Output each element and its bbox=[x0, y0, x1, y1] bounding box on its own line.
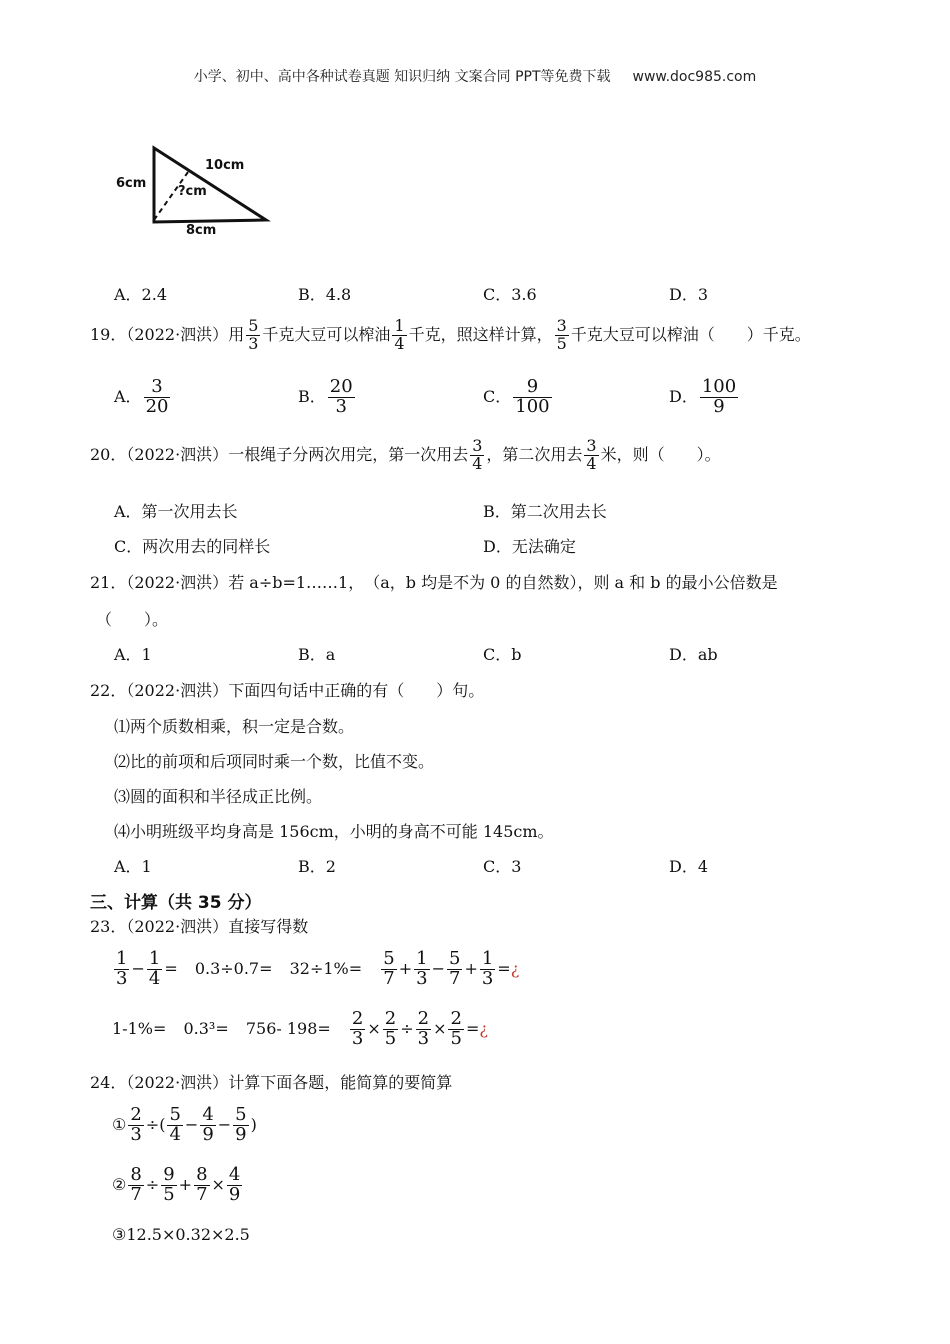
q22-item-4: ⑷小明班级平均身高是 156cm，小明的身高不可能 145cm。 bbox=[114, 822, 554, 841]
q20-fraction-2: $\frac{3}{4}$ bbox=[586, 436, 597, 473]
q23-expr-5: 1-1%= bbox=[112, 1018, 167, 1038]
label-left-side: 6cm bbox=[116, 176, 147, 191]
q23-expr-6: 0.3³= bbox=[183, 1018, 229, 1038]
q18-option-c[interactable]: C．3.6 bbox=[483, 285, 537, 304]
q19-option-d[interactable]: D． $\frac{100}{9}$ bbox=[669, 376, 737, 417]
q19-text-2: 千克大豆可以榨油 bbox=[262, 324, 391, 344]
q19-option-c[interactable]: C． $\frac{9}{100}$ bbox=[483, 376, 550, 417]
q20-text-3: 米，则（ ）。 bbox=[600, 444, 721, 464]
q24-problem-3 bbox=[112, 1225, 250, 1244]
q23-expr-3: 32÷1%= bbox=[289, 958, 363, 978]
q20-number: 20． bbox=[90, 444, 127, 464]
q20-text-1: 一根绳子分两次用完，第一次用去 bbox=[228, 444, 469, 464]
q19-fraction-2: $\frac{1}{4}$ bbox=[394, 316, 405, 353]
q24-source: （2022·泗洪） bbox=[126, 1073, 229, 1092]
section-title: 三、计算（共 35 分） bbox=[90, 893, 262, 913]
q20-option-b[interactable]: B．第二次用去长 bbox=[483, 502, 607, 521]
q22-source: （2022·泗洪） bbox=[126, 681, 229, 700]
q23-stem bbox=[90, 914, 308, 937]
q22-number: 22． bbox=[90, 681, 127, 700]
q20-option-c[interactable]: C．两次用去的同样长 bbox=[114, 537, 271, 556]
q23-row1-mark: ¿ bbox=[510, 958, 520, 978]
q24-expr-3: 12.5×0.32×2.5 bbox=[126, 1225, 250, 1244]
q21-blank: （ ）。 bbox=[96, 610, 169, 629]
q23-source: （2022·泗洪） bbox=[126, 917, 229, 936]
q22-item-1: ⑴两个质数相乘，积一定是合数。 bbox=[114, 717, 355, 736]
page-header bbox=[0, 66, 950, 86]
q23-row-2: 1-1%= 0.3³= 756- 198= $\frac{2}{3}$ × $\frac{2}{5}$ ÷ $\frac{2}{3}$ × $\frac{2}{5}$ =¿ bbox=[112, 1008, 488, 1049]
q22-option-d[interactable]: D．4 bbox=[669, 857, 709, 876]
q24-stem bbox=[90, 1070, 452, 1093]
q23-text: 直接写得数 bbox=[228, 917, 309, 936]
q19-option-a[interactable]: A． $\frac{3}{20}$ bbox=[114, 376, 169, 417]
q19-number: 19． bbox=[90, 324, 127, 344]
q24-marker-3: ③ bbox=[112, 1225, 127, 1244]
q21-number: 21． bbox=[90, 573, 127, 592]
q24-text: 计算下面各题，能简算的要简算 bbox=[228, 1073, 453, 1092]
q22-stem bbox=[90, 678, 484, 701]
q24-problem-1: ① $\frac{2}{3}$ ÷( $\frac{5}{4}$ − $\frac{4}{9}$ − $\frac{5}{9}$ ) bbox=[112, 1104, 257, 1145]
q18-option-b[interactable]: B．4.8 bbox=[298, 285, 352, 304]
q23-expr-7: 756- 198= bbox=[245, 1018, 331, 1038]
q19-text-1: 用 bbox=[228, 324, 245, 344]
q21-option-b[interactable]: B．a bbox=[298, 645, 336, 664]
q18-option-a[interactable]: A．2.4 bbox=[114, 285, 168, 304]
q20-option-d[interactable]: D．无法确定 bbox=[483, 537, 576, 556]
q21-option-d[interactable]: D．ab bbox=[669, 645, 718, 664]
q23-number: 23． bbox=[90, 917, 127, 936]
q19-fraction-3: $\frac{3}{5}$ bbox=[556, 316, 567, 353]
q23-row-1: $\frac{1}{3}$ − $\frac{1}{4}$ = 0.3÷0.7= 32÷1%= $\frac{5}{7}$ + $\frac{1}{3}$ − $\frac{5}{7}$ + $\frac{1}{3}$ =¿ bbox=[116, 948, 520, 989]
q19-fraction-1: $\frac{5}{3}$ bbox=[248, 316, 259, 353]
q20-stem bbox=[90, 438, 721, 473]
q23-row2-mark: ¿ bbox=[479, 1018, 488, 1038]
q20-text-2: ，第二次用去 bbox=[486, 444, 583, 464]
q24-number: 24． bbox=[90, 1073, 127, 1092]
q20-option-a[interactable]: A．第一次用去长 bbox=[114, 502, 238, 521]
q19-stem bbox=[90, 318, 811, 353]
q22-option-c[interactable]: C．3 bbox=[483, 857, 522, 876]
label-bottom-side: 8cm bbox=[186, 223, 217, 238]
label-height: ?cm bbox=[178, 184, 207, 199]
q22-option-b[interactable]: B．2 bbox=[298, 857, 336, 876]
q19-source: （2022·泗洪） bbox=[126, 324, 229, 344]
q22-item-3: ⑶圆的面积和半径成正比例。 bbox=[114, 787, 323, 806]
header-text: 小学、初中、高中各种试卷真题 知识归纳 文案合同 PPT等免费下载 bbox=[193, 69, 611, 85]
q21-source: （2022·泗洪） bbox=[126, 573, 229, 592]
q23-expr-2: 0.3÷0.7= bbox=[194, 958, 273, 978]
q21-option-a[interactable]: A．1 bbox=[114, 645, 152, 664]
q22-item-2: ⑵比的前项和后项同时乘一个数，比值不变。 bbox=[114, 752, 435, 771]
header-site: www.doc985.com bbox=[632, 69, 757, 85]
q22-option-a[interactable]: A．1 bbox=[114, 857, 152, 876]
q21-option-c[interactable]: C．b bbox=[483, 645, 522, 664]
q18-option-d[interactable]: D．3 bbox=[669, 285, 709, 304]
q19-text-4: 千克大豆可以榨油（ ）千克。 bbox=[570, 324, 811, 344]
q20-source: （2022·泗洪） bbox=[126, 444, 229, 464]
q24-marker-1: ① bbox=[112, 1114, 127, 1134]
label-hypotenuse: 10cm bbox=[205, 158, 245, 173]
q19-option-b[interactable]: B． $\frac{20}{3}$ bbox=[298, 376, 353, 417]
q22-text: 下面四句话中正确的有（ ）句。 bbox=[228, 681, 485, 700]
q21-text-1: 若 a÷b=1……1， （a，b 均是不为 0 的自然数），则 a 和 b 的最小公倍数是 bbox=[228, 573, 778, 592]
q19-text-3: 千克，照这样计算， bbox=[408, 324, 553, 344]
q21-stem bbox=[90, 570, 778, 593]
q24-problem-2: ② $\frac{8}{7}$ ÷ $\frac{9}{5}$ + $\frac{8}{7}$ × $\frac{4}{9}$ bbox=[112, 1164, 241, 1205]
q24-marker-2: ② bbox=[112, 1174, 127, 1194]
q20-fraction-1: $\frac{3}{4}$ bbox=[472, 436, 483, 473]
